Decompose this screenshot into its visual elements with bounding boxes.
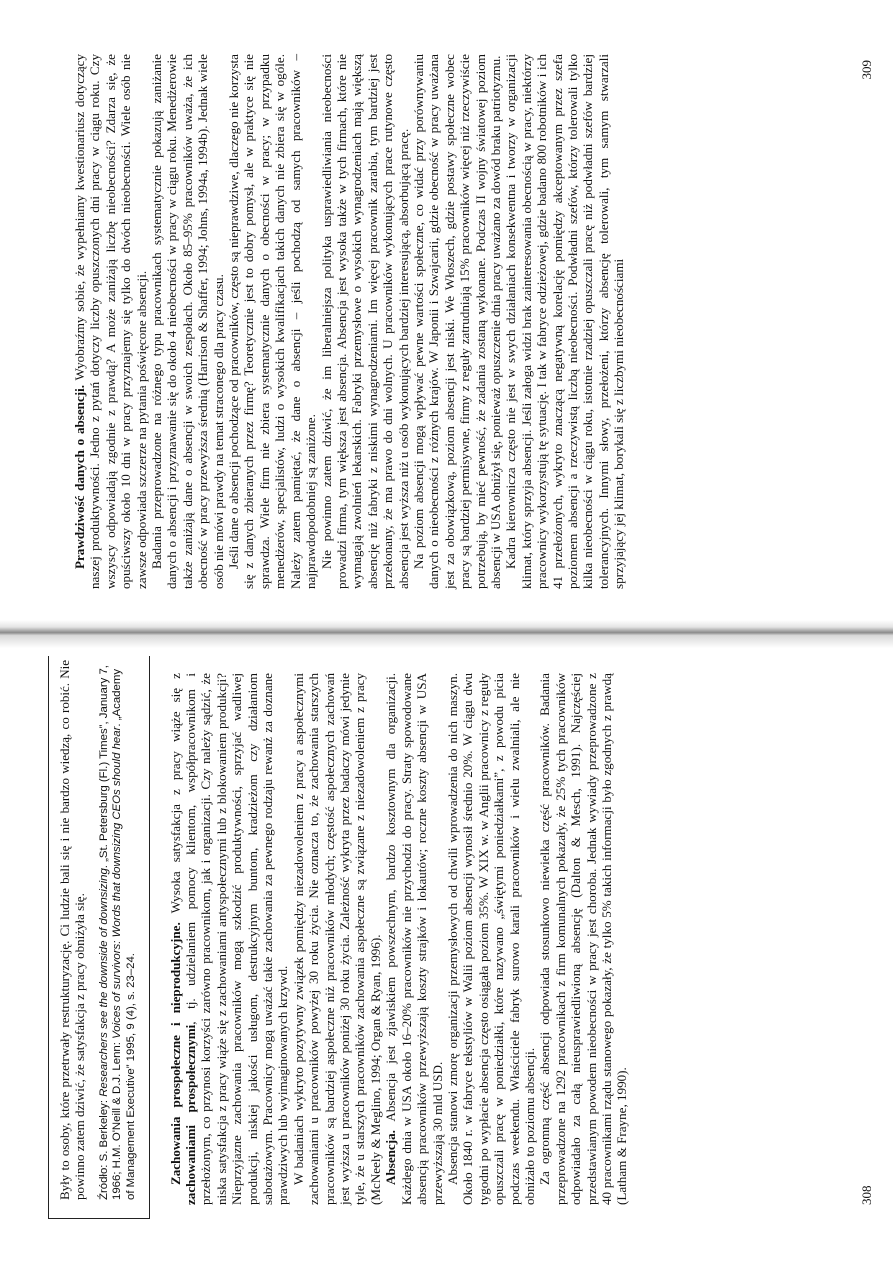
paragraph-absence: Absencja. Absencja jest zjawiskiem powszechnym, bardzo kosztownym dla organizacji. Każdego dnia w USA około 16–20% pracowników nie przychodzi do pracy. Straty spowodowane absencją pracowników przewyższają koszty strajków i lokautów; roczne koszty absencji w USA przewyższają 30 mld USD.: [383, 673, 445, 1205]
box-source: Źródło: S. Berkeley: Researchers see the downside of downsizing. „St. Petersburg (Fl.) Times”, January 7, 1966; H.M. O'Neill & D.J. Lenn: Voices of survivors: Words that downsizing CEOs should hear. „Academy of Management Executive” 1995, 9 (4), s. 23–24.: [97, 665, 137, 1200]
paragraph-prosocial: Zachowania prospołeczne i nieprodukcyjne. Wysoka satysfakcja z pracy wiąże się z zachowaniami prospołecznymi, tj. udzielaniem pomocy klientom, współpracownikom i przełożonym, co przynosi korzyści zarówno pracownikom, jak i organizacji. Czy należy sądzić, że niska satysfakcja z pracy wiąże się z zachowaniami antyspołecznymi lub z blokowaniem produkcji? Nieprzyjazne zachowania pracowników mogą szkodzić produktywności, sprzyjać wadliwej produkcji, niskiej jakości usługom, destrukcyjnym buntom, kradzieżom czy działaniom sabotażowym. Pracownicy mogą uważać takie zachowania za pewnego rodzaju rewanż za doznane prawdziwych lub wyimaginowanych krzywd.: [167, 673, 291, 1205]
paragraph-history: Absencja stanowi zmorę organizacji przemysłowych od chwili wprowadzenia do nich maszyn. Około 1840 r. w fabryce tekstyliów w Walii poziom absencji wynosił średnio 20%. W ciągu dwu tygodni po wypłacie absencja często osiągała poziom 35%. W XIX w. w Anglii pracownicy z reguły opuszczali pracę w poniedziałki, które nazywano „świętymi poniedziałkami”, z powodu picia podczas weekendu. Właściciele fabryk surowo karali pracowników i wielu zwalniali, ale nie obniżało to poziomu absencji.: [444, 673, 537, 1205]
paragraph-culture: Na poziom absencji mogą wpływać pewne wartości społeczne, co widać przy porównywaniu danych o nieobecności z różnych krajów. W Japonii i Szwajcarii, gdzie obecność w pracy uważana jest za obowiązkową, poziom absencji jest niski. We Włoszech, gdzie postawy społeczne wobec pracy są bardziej permisywne, firmy z reguły zatrudniają 15% pracowników więcej niż rzeczywiście potrzebują, by mieć pewność, że zadania zostaną wykonane. Podczas II wojny światowej poziom absencji w USA obniżył się, ponieważ opuszczenie dnia pracy uważano za dowód braku patriotyzmu.: [410, 54, 503, 589]
page-number-left: 308: [859, 1185, 874, 1205]
paragraph-policy: Nie powinno zatem dziwić, że im liberalniejsza polityka usprawiedliwiania nieobecności prowadzi firma, tym większa jest absencja. Absencja jest wysoka także w tych firmach, które nie wymagają zwolnień lekarskich. Fabryki przemysłowe o wysokich wynagrodzeniach mają większą absencję niż fabryki z niskimi wynagrodzeniami. Im więcej pracownik zarabia, tym bardziej jest przekonany, że ma prawo do dni wolnych. U pracowników wykonujących prace rutynowe często absencja jest wyższa niż u osób wykonujących bardziej interesującą, absorbującą pracę.: [318, 54, 411, 589]
paragraph-data-truth: Prawdziwość danych o absencji. Wyobraźmy sobie, że wypełniamy kwestionariusz dotyczący naszej produktywności. Jedno z pytań dotyczy liczby opuszczonych dni pracy w ciągu roku. Czy wszyscy odpowiadają zgodnie z prawdą? A może zaniżają liczbę nieobecności? Zdarza się, że opuściwszy około 10 dni w pracy przyznajemy się tylko do dwóch nieobecności. Wiele osób nie zawsze odpowiada szczerze na pytania poświęcone absencji.: [72, 54, 149, 589]
paragraph-research: W badaniach wykryto pozytywny związek pomiędzy niezadowoleniem z pracy a aspołecznymi zachowaniami u pracowników powyżej 30 roku życia. Nie oznacza to, że zachowania starszych pracowników są bardziej aspołeczne niż pracowników młodych; częstość aspołecznych zachowań jest wyższa u pracowników poniżej 30 roku życia. Zależność wykryta przez badaczy mówi jedynie tyle, że u starszych pracowników zachowania aspołeczne są związane z niezadowoleniem z pracy (McNeely & Meglino, 1994; Organ & Ryan, 1996).: [290, 673, 383, 1205]
right-page: [0, 0, 893, 625]
paragraph-management: Kadra kierownicza często nie jest w swych działaniach konsekwentna i tworzy w organizacji klimat, który sprzyja absencji. Jeśli załoga widzi brak zainteresowania obecnością w pracy, niektórzy pracownicy wykorzystują tę sytuację. I tak w fabryce odzieżowej, gdzie badano 800 robotników i ich 41 przełożonych, wykryto znaczącą negatywną korelację pomiędzy akceptowanym przez szefa poziomem absencji a rzeczywistą liczbą nieobecności. Podwładni szefów, którzy tolerowali tylko kilka nieobecności w ciągu roku, istotnie rzadziej opuszczali pracę niż podwładni szefów bardziej tolerancyjnych. Innymi słowy, przełożeni, którzy absencję tolerowali, tym samym stwarzali sprzyjający jej klimat, borykali się z liczbymi nieobecnościami: [503, 54, 627, 589]
page-number-right: 309: [859, 60, 874, 80]
paragraph-underreporting: Badania przeprowadzone na różnego typu pracownikach systematycznie pokazują zaniżanie danych o absencji i przyznawanie się do około 4 nieobecności w pracy w ciągu roku. Menedżerowie także zaniżają dane o absencji w swoich zespołach. Około 85–95% pracowników uważa, że ich obecność w pracy przewyższa średnią (Harrison & Shaffer, 1994; Johns, 1994a, 1994b). Jednak wiele osób nie mówi prawdy na temat straconego dla pracy czasu.: [149, 54, 226, 589]
box-text: Były to osoby, które przetrwały restrukturyzację. Ci ludzie bali się i nie bardzo wiedzą, co robić. Nie powinno zatem dziwić, że satysfakcja z pracy obniżyła się.: [57, 660, 88, 1200]
boxed-excerpt: [48, 656, 150, 1219]
paragraph-company-data: Jeśli dane o absencji pochodzące od pracowników, często są nieprawdziwe, dlaczego nie korzysta się z danych zbieranych przez firmę? Teoretycznie jest to dobry pomysł, ale w praktyce się nie sprawdza. Wiele firm nie zbiera systematycznie danych o obecności w pracy; w przypadku menedżerów, specjalistów, ludzi o wysokich kwalifikacjach takich danych nie zbiera się w ogóle. Należy zatem pamiętać, że dane o absencji – jeśli pochodzą od samych pracowników – najprawdopodobniej są zaniżone.: [226, 54, 319, 589]
paragraph-studies: Za ogromną część absencji odpowiada stosunkowo niewielka część pracowników. Badania przeprowadzone na 1292 pracownikach z firm komunalnych pokazały, że 25% tych pracowników odpowiadało za całą nieusprawiedliwioną absencję (Dalton & Mesch, 1991). Najczęściej przedstawianym powodem nieobecności w pracy jest choroba. Jednak wywiady przeprowadzone z 40 pracownikami rządu stanowego pokazały, że tylko 5% takich informacji było zgodnych z prawdą (Latham & Frayne, 1990).: [537, 673, 630, 1205]
left-page: [0, 643, 893, 1263]
